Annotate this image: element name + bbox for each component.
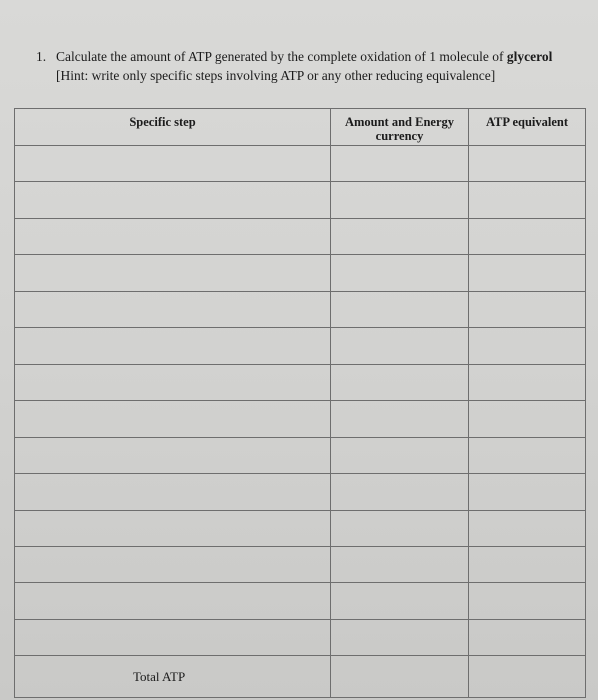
- amount-cell[interactable]: [331, 474, 469, 510]
- table-row: [15, 401, 586, 437]
- amount-cell[interactable]: [331, 583, 469, 619]
- atp-cell[interactable]: [469, 474, 586, 510]
- amount-cell[interactable]: [331, 619, 469, 655]
- atp-cell[interactable]: [469, 146, 586, 182]
- table-row: [15, 510, 586, 546]
- amount-cell[interactable]: [331, 328, 469, 364]
- question-text-before: Calculate the amount of ATP generated by the complete oxidation of 1 molecule of: [56, 49, 507, 64]
- answer-table: [14, 108, 586, 698]
- atp-cell[interactable]: [469, 328, 586, 364]
- total-amount-cell[interactable]: [331, 656, 469, 698]
- atp-cell[interactable]: [469, 619, 586, 655]
- total-row: [15, 656, 586, 698]
- table-row: [15, 619, 586, 655]
- amount-cell[interactable]: [331, 510, 469, 546]
- atp-cell[interactable]: [469, 401, 586, 437]
- atp-cell[interactable]: [469, 182, 586, 218]
- header-specific-step: Specific step: [15, 109, 331, 146]
- atp-cell[interactable]: [469, 364, 586, 400]
- amount-cell[interactable]: [331, 291, 469, 327]
- table-row: [15, 146, 586, 182]
- step-cell[interactable]: [15, 218, 331, 254]
- atp-cell[interactable]: [469, 583, 586, 619]
- atp-cell[interactable]: [469, 437, 586, 473]
- amount-cell[interactable]: [331, 546, 469, 582]
- table-row: [15, 218, 586, 254]
- table-row: [15, 255, 586, 291]
- amount-cell[interactable]: [331, 437, 469, 473]
- amount-cell[interactable]: [331, 218, 469, 254]
- step-cell[interactable]: [15, 364, 331, 400]
- table-row: [15, 437, 586, 473]
- table-body: [15, 146, 586, 698]
- amount-cell[interactable]: [331, 364, 469, 400]
- total-atp-cell[interactable]: [469, 656, 586, 698]
- table-row: [15, 328, 586, 364]
- step-cell[interactable]: [15, 510, 331, 546]
- table-row: [15, 291, 586, 327]
- table-row: [15, 546, 586, 582]
- step-cell[interactable]: [15, 291, 331, 327]
- amount-cell[interactable]: [331, 401, 469, 437]
- question-number: 1.: [36, 49, 47, 64]
- step-cell[interactable]: [15, 255, 331, 291]
- step-cell[interactable]: [15, 146, 331, 182]
- atp-cell[interactable]: [469, 291, 586, 327]
- table-row: [15, 364, 586, 400]
- step-cell[interactable]: [15, 328, 331, 364]
- table-row: [15, 583, 586, 619]
- table-row: [15, 474, 586, 510]
- question-bold-term: glycerol: [506, 49, 553, 64]
- step-cell[interactable]: [15, 401, 331, 437]
- amount-cell[interactable]: [331, 255, 469, 291]
- step-cell[interactable]: [15, 437, 331, 473]
- atp-cell[interactable]: [469, 255, 586, 291]
- header-atp-equivalent: ATP equivalent: [469, 109, 586, 146]
- step-cell[interactable]: [15, 182, 331, 218]
- question-text: [56, 47, 556, 85]
- amount-cell[interactable]: [331, 146, 469, 182]
- question-text-after: [Hint: write only specific steps involving ATP or any other reducing equivalence]: [56, 68, 496, 83]
- step-cell[interactable]: [15, 474, 331, 510]
- table-header-row: [15, 109, 586, 146]
- step-cell[interactable]: [15, 583, 331, 619]
- atp-cell[interactable]: [469, 218, 586, 254]
- question-block: [36, 47, 556, 85]
- step-cell[interactable]: [15, 619, 331, 655]
- total-atp-label: Total ATP: [15, 656, 331, 698]
- amount-cell[interactable]: [331, 182, 469, 218]
- step-cell[interactable]: [15, 546, 331, 582]
- atp-cell[interactable]: [469, 546, 586, 582]
- atp-cell[interactable]: [469, 510, 586, 546]
- table-row: [15, 182, 586, 218]
- header-amount-energy-currency: Amount and Energy currency: [331, 109, 469, 146]
